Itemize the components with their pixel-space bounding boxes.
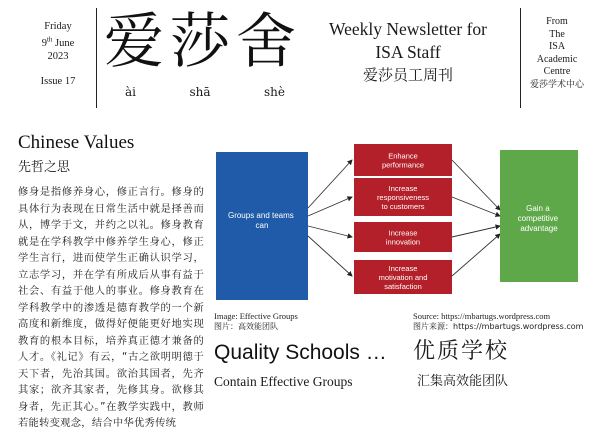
outcome-label: Increase innovation	[385, 228, 421, 247]
connector-arrow	[452, 226, 500, 237]
from-line: ISA	[548, 41, 566, 52]
newsletter-zh: 爱莎员工周刊	[362, 66, 453, 84]
connector-arrow	[308, 197, 352, 216]
newsletter-heading	[310, 18, 506, 86]
issue-info	[28, 20, 88, 88]
from-line: Academic	[536, 53, 578, 65]
connector-arrow	[308, 226, 352, 237]
image-caption	[214, 311, 394, 332]
from-zh: 爱莎学术中心	[529, 79, 584, 90]
feature-subtitle: Contain Effective Groups	[214, 374, 353, 389]
caption-en: Image: Effective Groups	[214, 311, 298, 321]
connector-arrow	[452, 234, 500, 276]
article-subtitle: 先哲之思	[18, 160, 71, 175]
article-column	[18, 132, 204, 429]
connector-arrow	[308, 236, 352, 276]
source-caption	[413, 311, 598, 332]
outcome-label: Enhance performance	[381, 151, 425, 170]
pinyin-syllable: shā	[189, 85, 211, 99]
result-label: Gain a competitive advantage	[517, 204, 559, 233]
issue-year: 2023	[47, 50, 69, 62]
from-block	[524, 16, 590, 91]
masthead-divider-right	[520, 8, 521, 108]
feature-subtitle-zh: 汇集高效能团队	[417, 374, 509, 389]
connector-arrow	[308, 160, 352, 208]
article-body: 修身是指修养身心，修正言行。修身的具体行为表现在日常生活中就是择善而从，博学于文，并约之以礼。修身教育就是在学科教学中修养学生身心，修正学生言行，进而使学生正确认识学习，立志学习，并在学有所成后从事有益于社会、有益于他人的事业。修身教育在学科教学中的渗透是德育教学的一个新高度和新维度，做得好便能更好地实现教育的根本目标，培养真正德才兼备的人才。《礼记》有云，“古之欲明明德于天下者，先治其国。欲治其国者，先齐其家；欲齐其家者，先修其身。欲修其身者，先正其心。”在教学实践中，教师若能转变观念，结合中华优秀传统	[18, 186, 204, 429]
masthead-divider-left	[96, 8, 97, 108]
masthead-title: 爱莎舍	[104, 7, 302, 77]
from-line: Centre	[543, 66, 571, 77]
connector-arrow	[452, 160, 500, 210]
connector-arrow	[452, 197, 500, 216]
newsletter-line1: Weekly Newsletter for	[329, 19, 487, 39]
feature-title: Quality Schools …	[214, 341, 387, 364]
source-label: Groups and teams can	[227, 211, 294, 230]
outcome-label: Increase motivation and satisfaction	[378, 264, 428, 291]
source-zh: 图片来源：https://mbartugs.wordpress.com	[413, 321, 584, 331]
pinyin-syllable: ài	[125, 85, 136, 99]
source-en: Source: https://mbartugs.wordpress.com	[413, 311, 551, 321]
outcome-label: Increase responsiveness to customers	[376, 184, 430, 211]
caption-zh: 图片：高效能团队	[214, 321, 278, 331]
from-line: The	[549, 28, 565, 40]
pinyin-syllable: shè	[263, 85, 285, 99]
issue-number: Issue 17	[40, 75, 76, 87]
from-line: From	[546, 16, 568, 27]
article-title: Chinese Values	[18, 132, 135, 153]
masthead-pinyin	[125, 85, 285, 99]
masthead	[0, 0, 600, 118]
newsletter-line2: ISA Staff	[375, 42, 441, 62]
issue-day: Friday	[44, 21, 72, 32]
issue-date: 9th June	[41, 35, 75, 49]
feature-title-zh: 优质学校	[413, 339, 510, 364]
effective-groups-diagram	[214, 136, 596, 306]
